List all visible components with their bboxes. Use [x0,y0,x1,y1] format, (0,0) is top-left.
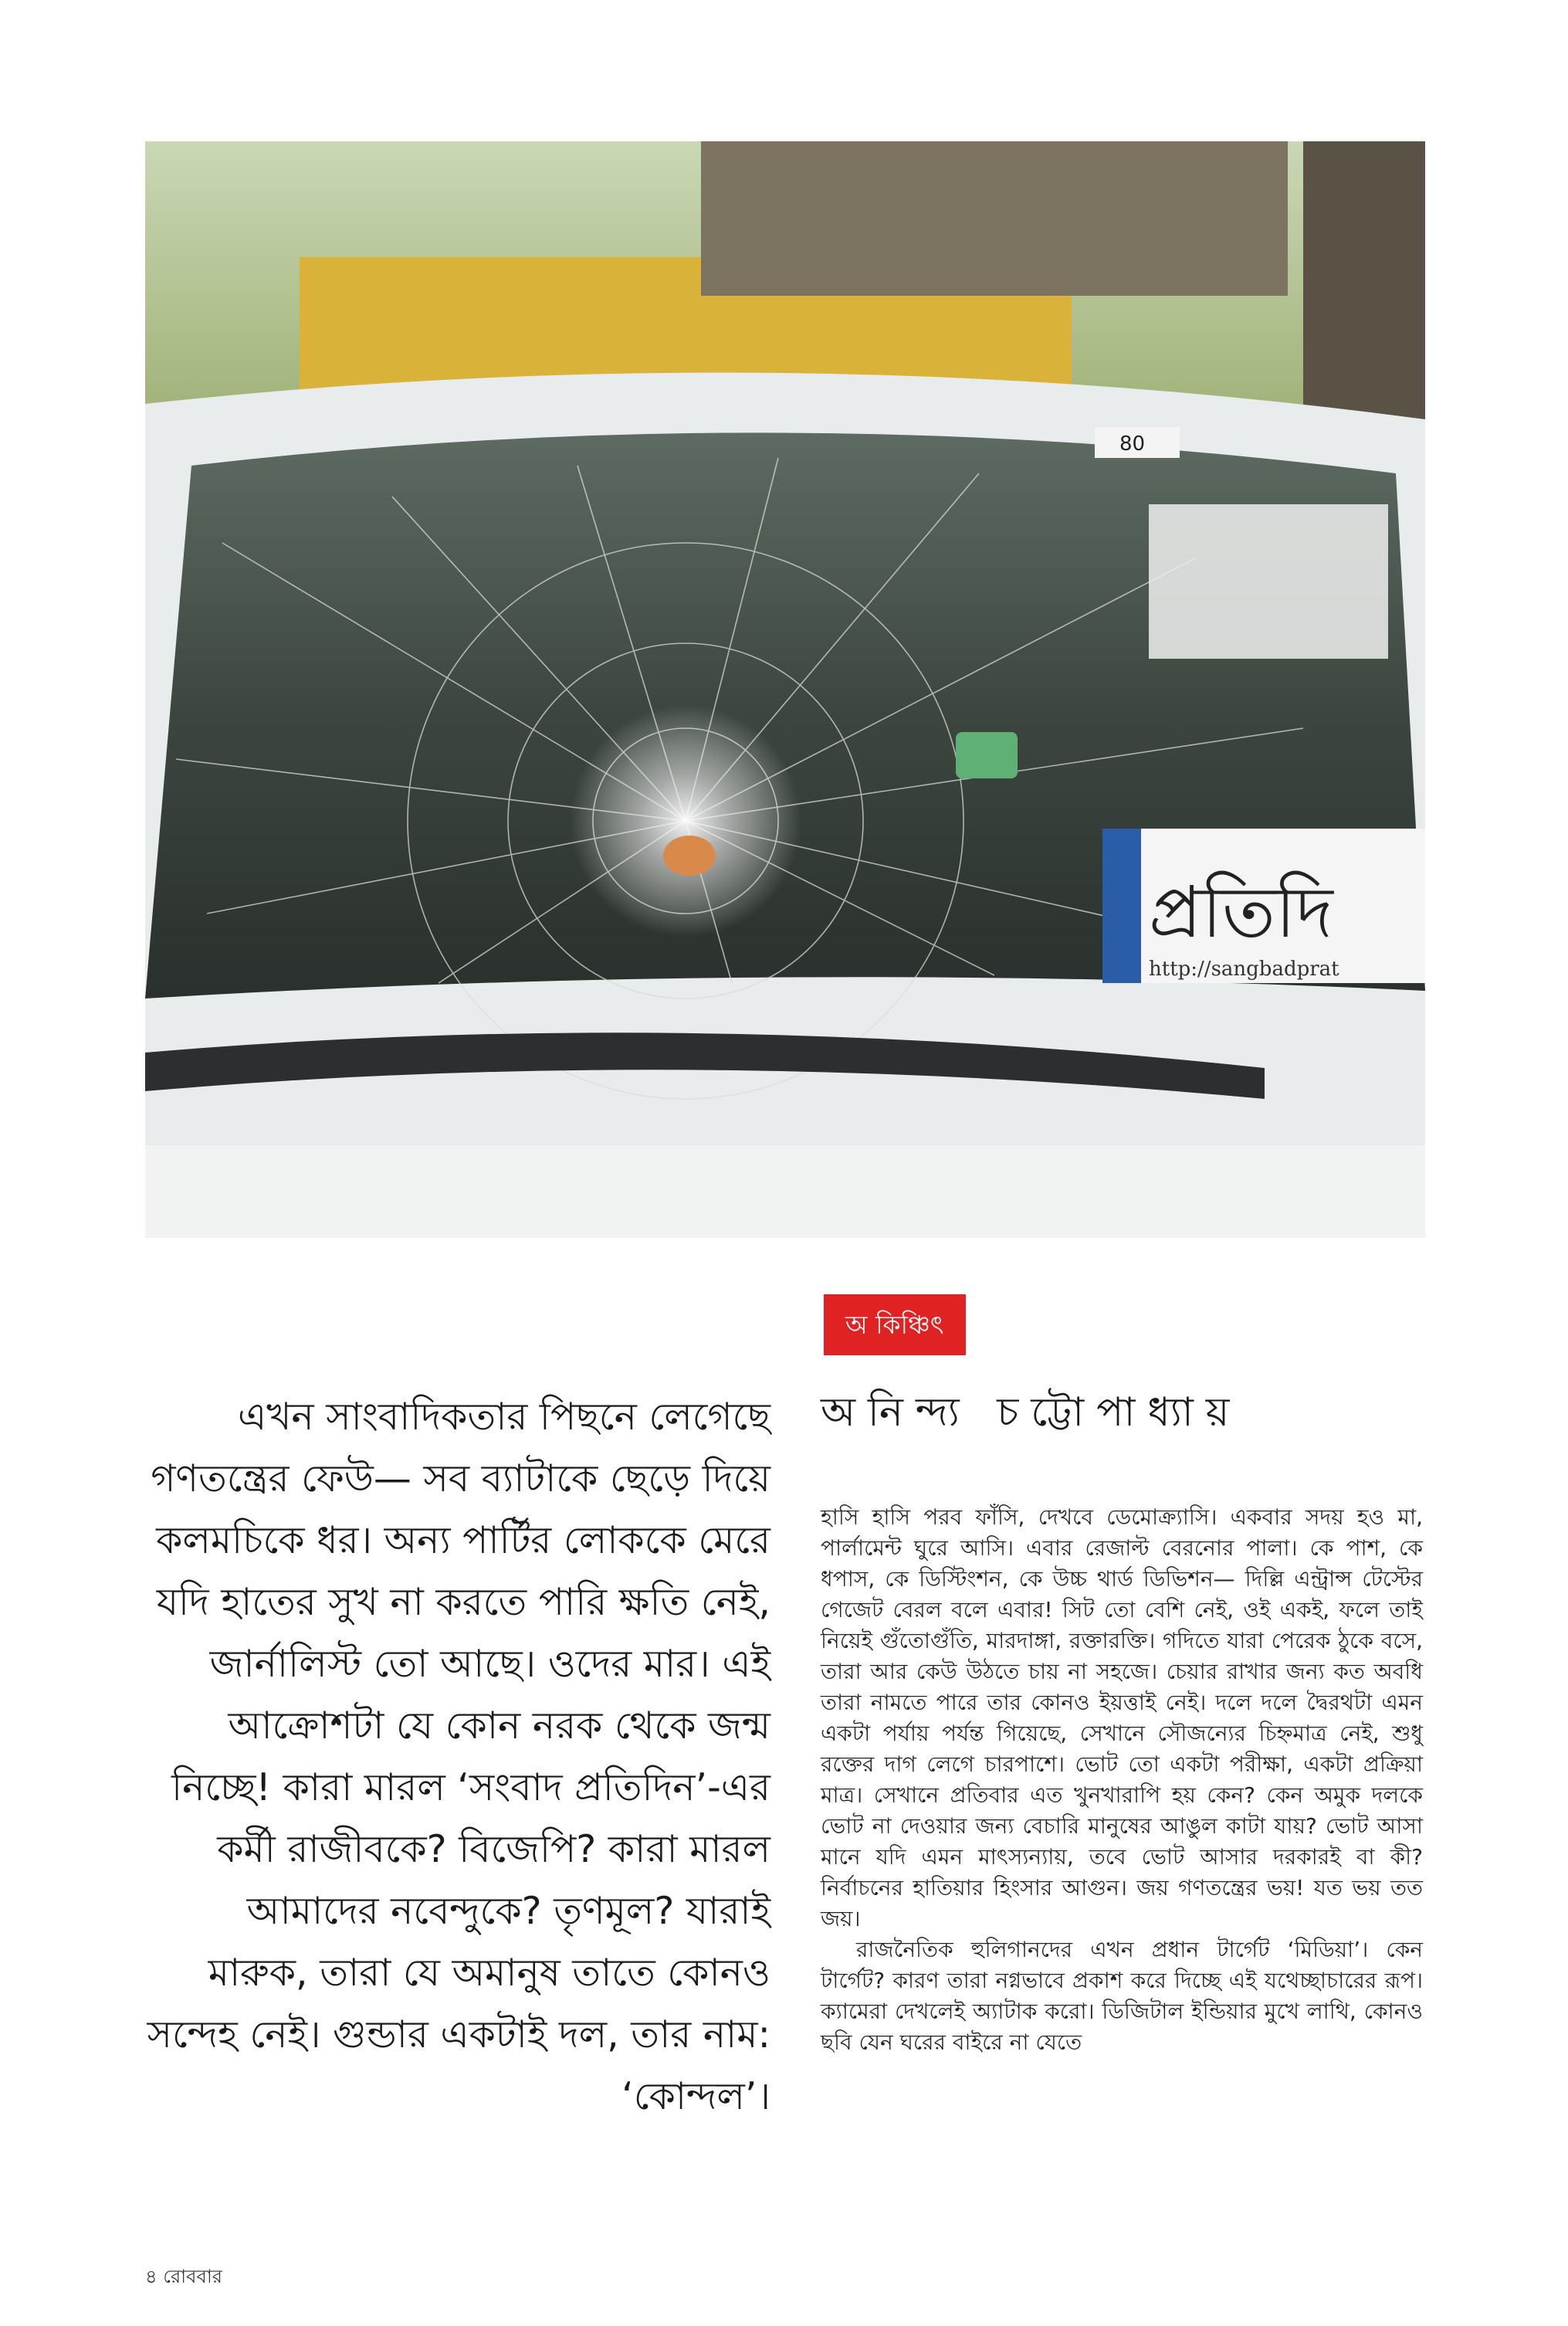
pull-quote: এখন সাংবাদিকতার পিছনে লেগেছে গণতন্ত্রের ফেউ— সব ব্যাটাকে ছেড়ে দিয়ে কলমচিকে ধর। অন্য পার্টির লোককে মেরে যদি হাতের সুখ না করতে পারি ক্ষতি নেই, জার্নালিস্ট তো আছে। ওদের মার। এই আক্রোশটা যে কোন নরক থেকে জন্ম নিচ্ছে! কারা মারল ‘সংবাদ প্রতিদিন’-এর কর্মী রাজীবকে? বিজেপি? কারা মারল আমাদের নবেন্দুকে? তৃণমূল? যারাই মারুক, তারা যে অমানুষ তাতে কোনও সন্দেহ নেই। গুন্ডার একটাই দল, তার নাম: ‘কোন্দল’। [147,1395,770,2118]
sign-text: প্রতিদি [1149,871,1333,954]
author-byline: অনিন্দ্য চট্টোপাধ্যায় [821,1389,1242,1436]
body-paragraph: হাসি হাসি পরব ফাঁসি, দেখবে ডেমোক্র্যাসি। একবার সদয় হও মা, পার্লামেন্ট ঘুরে আসি। এবার রেজাল্ট বেরনোর পালা। কে পাশ, কে ধপাস, কে ডিস্টিংশন, কে উচ্চ থার্ড ডিভিশন— দিল্লি এন্ট্রান্স টেস্টের গেজেট বেরল বলে এবার! সিট তো বেশি নেই, ওই একই, ফলে তাই নিয়েই গুঁতোগুঁতি, মারদাঙ্গা, রক্তারক্তি। গদিতে যারা পেরেক ঠুকে বসে, তারা আর কেউ উঠতে চায় না সহজে। চেয়ার রাখার জন্য কত অবধি তারা নামতে পারে তার কোনও ইয়ত্তাই নেই। দলে দলে দ্বৈরথটা এমন একটা পর্যায় পর্যন্ত গিয়েছে, সেখানে সৌজন্যের চিহ্নমাত্র নেই, শুধু রক্তের দাগ লেগে চারপাশে। ভোট তো একটা পরীক্ষা, একটা প্রক্রিয়া মাত্র। সেখানে প্রতিবার এত খুনখারাপি হয় কেন? কেন অমুক দলকে ভোট না দেওয়ার জন্য বেচারি মানুষের আঙুল কাটা যায়? ভোট আসা মানে যদি এমন মাৎস্যন্যায়, তবে ভোট আসার দরকারই বা কী? নির্বাচনের হাতিয়ার হিংসার আগুন। জয় গণতন্ত্রের ভয়! যত ভয় তত জয়। [821,1504,1423,1931]
column-tag: অ কিঞ্চিৎ [824,1294,966,1355]
sticker-text: 80 [1119,432,1146,456]
air-freshener [956,732,1018,778]
windshield-illustration [145,141,1425,1238]
paper-note [1149,504,1388,659]
broken-windshield-photo [145,141,1425,1238]
page-folio: ৪ রোববার [145,2266,222,2287]
sign-url: http://sangbadprat [1149,958,1339,981]
body-paragraph: রাজনৈতিক হুলিগানদের এখন প্রধান টার্গেট ‘মিডিয়া’। কেন টার্গেট? কারণ তারা নগ্নভাবে প্রকাশ করে দিচ্ছে এই যথেচ্ছাচারের রূপ। ক্যামেরা দেখলেই অ্যাটাক করো। ডিজিটাল ইন্ডিয়ার মুখে লাথি, কোনও ছবি যেন ঘরের বাইরে না যেতে [821,1937,1423,2055]
article-body [821,1502,1423,2058]
